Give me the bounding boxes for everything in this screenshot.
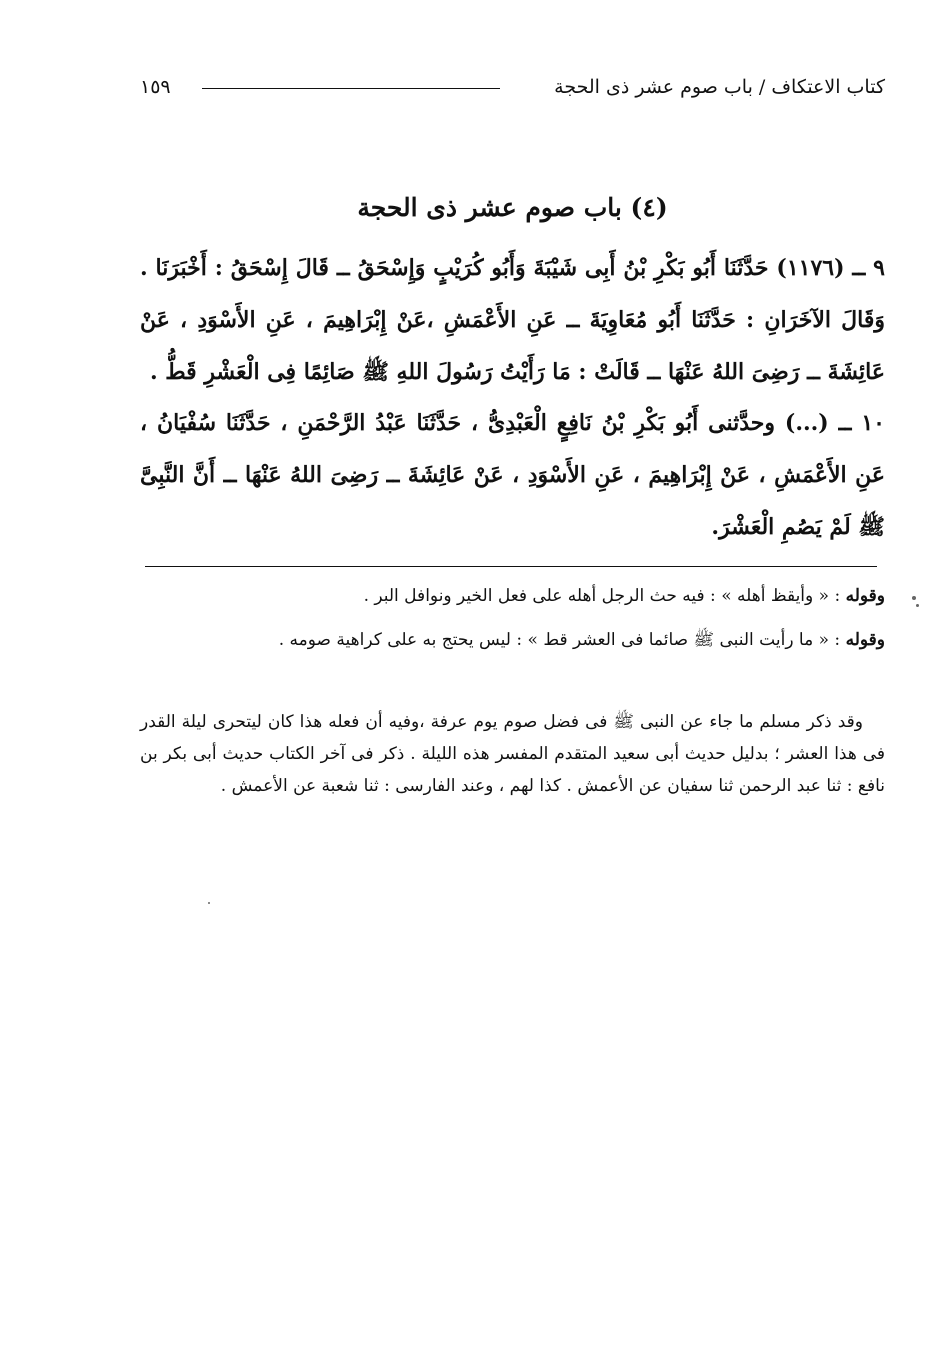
commentary-paragraph xyxy=(140,624,885,656)
commentary-text: : « ما رأيت النبى ﷺ صائما فى العشر قط » : ليس يحتج به على كراهية صومه . xyxy=(278,630,841,650)
page-number: ١٥٩ xyxy=(140,76,171,98)
scan-speck xyxy=(916,604,919,607)
commentary-label: وقوله xyxy=(845,586,885,606)
hadith-paragraph: ١٠ ــ (...) وحدَّثنى أَبُو بَكْرِ بْنُ نَافِعٍ الْعَبْدِىُّ ، حَدَّثَنَا عَبْدُ الرَّحْمَنِ ، حَدَّثَنَا سُفْيَانُ ، عَنِ الأَعْمَشِ ، عَنْ إِبْرَاهِيمَ ، عَنِ الأَسْوَدِ ، عَنْ عَائِشَةَ ــ رَضِىَ اللهُ عَنْهَا ــ أَنَّ النَّبِىَّ ﷺ لَمْ يَصُمِ الْعَشْرَ. xyxy=(140,410,885,540)
commentary-paragraph xyxy=(140,580,885,612)
hadith-paragraph: ٩ ــ (١١٧٦) حَدَّثَنَا أَبُو بَكْرِ بْنُ أَبِى شَيْبَةَ وَأَبُو كُرَيْبٍ وَإِسْحَقُ ــ قَالَ إِسْحَقُ : أَخْبَرَنَا . وَقَالَ الآخَرَانِ : حَدَّثَنَا أَبُو مُعَاوِيَةَ ــ عَنِ الأَعْمَشِ ،عَنْ إِبْرَاهِيمَ ، عَنِ الأَسْوَدِ ، عَنْ عَائِشَةَ ــ رَضِىَ اللهُ عَنْهَا ــ قَالَتْ : مَا رَأَيْتُ رَسُولَ اللهِ ﷺ صَائِمًا فِى الْعَشْرِ قَطُّ . xyxy=(140,255,885,385)
commentary-paragraph xyxy=(140,706,885,802)
running-header xyxy=(140,72,885,102)
commentary-text: وقد ذكر مسلم ما جاء عن النبى ﷺ فى فضل صوم يوم عرفة ،وفيه أن فعله هذا كان ليتحرى ليلة القدر فى هذا العشر ؛ بدليل حديث أبى سعيد المتقدم المفسر هذه الليلة . ذكر فى آخر الكتاب حديث أبى بكر بن نافع : ثنا عبد الرحمن ثنا سفيان عن الأعمش . كذا لهم ، وعند الفارسى : ثنا شعبة عن الأعمش . xyxy=(140,712,885,796)
scan-speck xyxy=(208,902,210,904)
header-rule xyxy=(202,88,500,89)
commentary-text: : « وأيقظ أهله » : فيه حث الرجل أهله على فعل الخير ونوافل البر . xyxy=(363,586,841,606)
footnote-divider xyxy=(145,566,877,567)
commentary-label: وقوله xyxy=(845,630,885,650)
running-header-title: كتاب الاعتكاف / باب صوم عشر ذى الحجة xyxy=(554,76,885,98)
scan-speck xyxy=(912,596,916,600)
chapter-heading: (٤) باب صوم عشر ذى الحجة xyxy=(357,193,668,222)
